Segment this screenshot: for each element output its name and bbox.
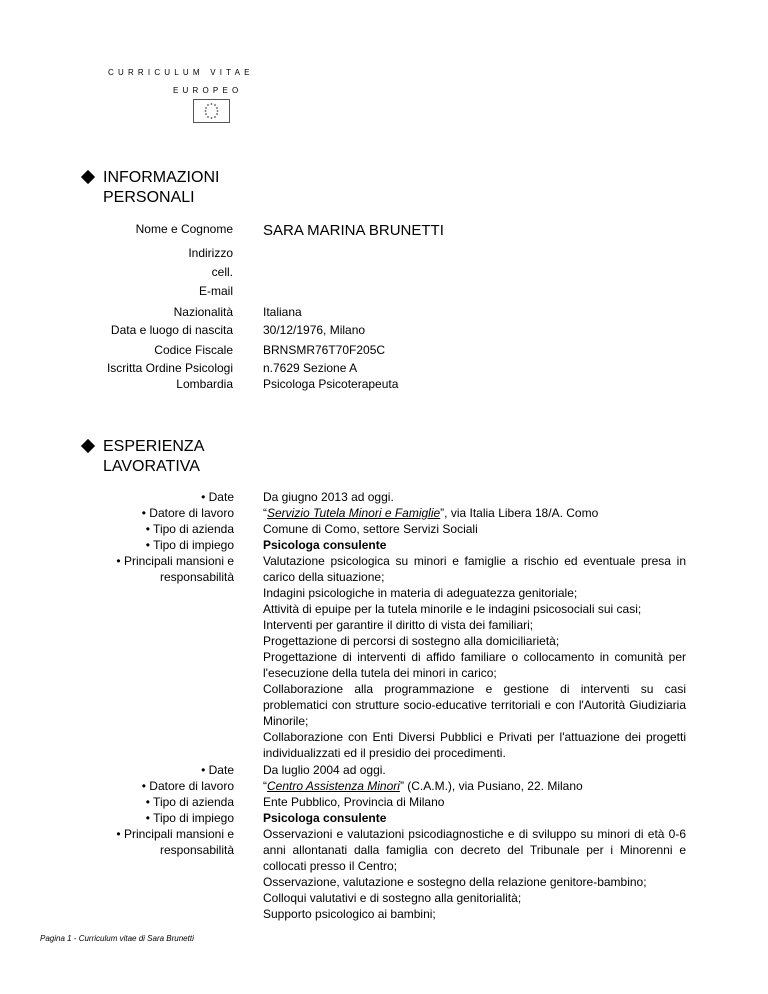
personal-heading-line1: INFORMAZIONI bbox=[103, 169, 220, 186]
label-birth: Data e luogo di nascita bbox=[110, 323, 233, 337]
job-employer: “Servizio Tutela Minori e Famiglie”, via Italia Libera 18/A. Como bbox=[263, 506, 599, 520]
eu-flag-icon bbox=[193, 99, 230, 123]
job-1-values bbox=[263, 489, 686, 761]
label-duties-2: responsabilità bbox=[159, 570, 234, 584]
label-duties: • Principali mansioni e bbox=[116, 554, 234, 568]
label-register: Iscritta Ordine Psicologi bbox=[106, 361, 233, 375]
personal-heading-line2: PERSONALI bbox=[103, 189, 195, 206]
job-type: Psicologa consulente bbox=[263, 538, 387, 552]
page-footer: Pagina 1 - Curriculum vitae di Sara Brunetti bbox=[40, 934, 194, 943]
employer-link[interactable]: Centro Assistenza Minori bbox=[267, 779, 400, 793]
label-employer: • Datore di lavoro bbox=[141, 506, 234, 520]
employer-link[interactable]: Servizio Tutela Minori e Famiglie bbox=[267, 506, 441, 520]
cv-subtitle: EUROPEO bbox=[173, 86, 243, 95]
duty-item: Osservazione, valutazione e sostegno della relazione genitore-bambino; bbox=[263, 875, 647, 889]
duty-item: Colloqui valutativi e di sostegno alla genitorialità; bbox=[263, 891, 522, 905]
value-profession: Psicologa Psicoterapeuta bbox=[263, 377, 399, 391]
job-1-labels bbox=[116, 489, 234, 585]
label-company-type: • Tipo di azienda bbox=[145, 795, 234, 809]
diamond-bullet-icon bbox=[81, 439, 95, 453]
label-company-type: • Tipo di azienda bbox=[145, 522, 234, 536]
label-job-type: • Tipo di impiego bbox=[145, 538, 234, 552]
duty-item: Indagini psicologiche in materia di adeguatezza genitoriale; bbox=[263, 586, 578, 600]
label-duties-2: responsabilità bbox=[159, 843, 234, 857]
label-name: Nome e Cognome bbox=[135, 222, 233, 236]
job-date: Da giugno 2013 ad oggi. bbox=[263, 490, 394, 504]
duty-item: Collaborazione alla programmazione e gestione di interventi su casi problematici con strutture socio-educative territoriali e con l'Autorità Giudiziaria Minorile; bbox=[263, 682, 686, 728]
label-job-type: • Tipo di impiego bbox=[145, 811, 234, 825]
label-employer: • Datore di lavoro bbox=[141, 779, 234, 793]
value-name: SARA MARINA BRUNETTI bbox=[263, 222, 444, 239]
label-cell: cell. bbox=[211, 265, 233, 279]
label-address: Indirizzo bbox=[188, 246, 233, 260]
label-duties: • Principali mansioni e bbox=[116, 827, 234, 841]
value-birth: 30/12/1976, Milano bbox=[263, 323, 366, 337]
duty-item: Interventi per garantire il diritto di vista dei familiari; bbox=[263, 618, 534, 632]
label-email: E-mail bbox=[198, 284, 233, 298]
job-company-type: Ente Pubblico, Provincia di Milano bbox=[263, 795, 445, 809]
job-company-type: Comune di Como, settore Servizi Sociali bbox=[263, 522, 478, 536]
value-nationality: Italiana bbox=[263, 305, 302, 319]
job-2-labels bbox=[116, 762, 234, 858]
label-date: • Date bbox=[201, 763, 234, 777]
job-date: Da luglio 2004 ad oggi. bbox=[263, 763, 386, 777]
label-date: • Date bbox=[201, 490, 234, 504]
duty-item: Progettazione di interventi di affido familiare o collocamento in comunità per l'esecuzione della tutela dei minori in carico; bbox=[263, 650, 686, 680]
duty-item: Osservazioni e valutazioni psicodiagnostiche e di sviluppo su minori di età 0-6 anni allontanati dalla famiglia con decreto del Tribunale per i Minorenni e collocati presso il Centro; bbox=[263, 827, 686, 873]
duty-item: Progettazione di percorsi di sostegno alla domiciliarietà; bbox=[263, 634, 560, 648]
label-region: Lombardia bbox=[176, 377, 233, 391]
diamond-bullet-icon bbox=[81, 170, 95, 184]
cv-title: CURRICULUM VITAE bbox=[108, 68, 254, 77]
job-type: Psicologa consulente bbox=[263, 811, 387, 825]
label-nationality: Nazionalità bbox=[173, 305, 233, 319]
duty-item: Valutazione psicologica su minori e famiglie a rischio ed eventuale presa in carico della situazione; bbox=[263, 554, 686, 584]
value-register: n.7629 Sezione A bbox=[263, 361, 358, 375]
experience-heading-line1: ESPERIENZA bbox=[103, 438, 205, 455]
duty-item: Supporto psicologico ai bambini; bbox=[263, 907, 436, 921]
duty-item: Attività di epuipe per la tutela minorile e le indagini psicosociali sui casi; bbox=[263, 602, 642, 616]
job-2-values bbox=[263, 762, 686, 922]
label-tax-code: Codice Fiscale bbox=[154, 343, 233, 357]
value-tax-code: BRNSMR76T70F205C bbox=[263, 343, 386, 357]
duty-item: Collaborazione con Enti Diversi Pubblici e Privati per l'attuazione dei progetti individualizzati ed il presidio dei procedimenti. bbox=[263, 730, 686, 760]
job-employer: “Centro Assistenza Minori” (C.A.M.), via Pusiano, 22. Milano bbox=[263, 779, 583, 793]
experience-heading-line2: LAVORATIVA bbox=[103, 458, 200, 475]
